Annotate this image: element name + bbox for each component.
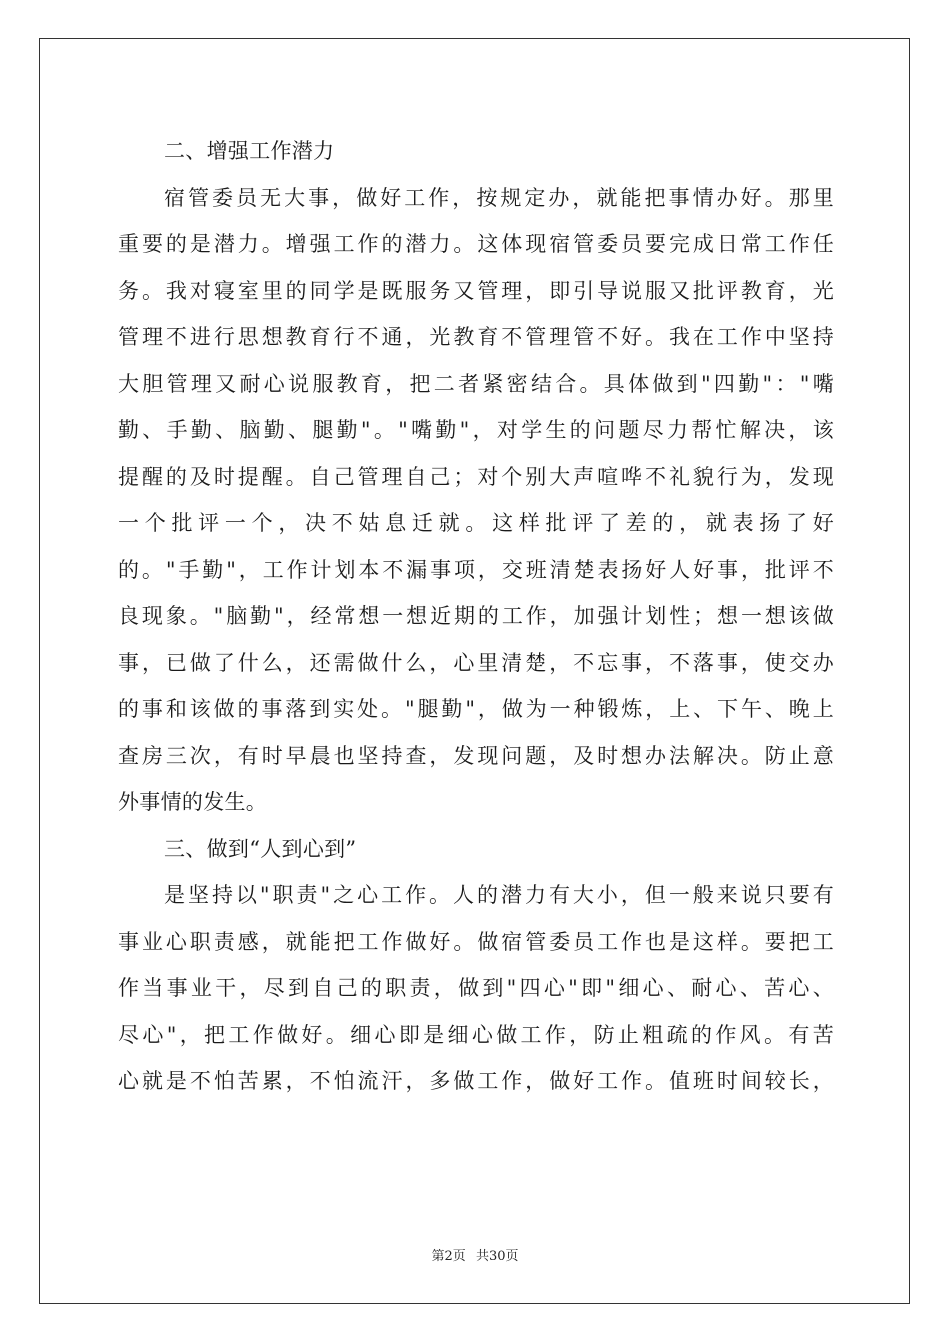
paragraph-line: 尽心"，把工作做好。细心即是细心做工作，防止粗疏的作风。有苦 (118, 1022, 834, 1047)
paragraph-line: 重要的是潜力。增强工作的潜力。这体现宿管委员要完成日常工作任 (118, 232, 834, 256)
paragraph-line: 大胆管理又耐心说服教育，把二者紧密结合。具体做到"四勤"："嘴 (118, 371, 834, 396)
paragraph-line: 务。我对寝室里的同学是既服务又管理，即引导说服又批评教育，光 (118, 278, 834, 303)
paragraph-line: 良现象。"脑勤"，经常想一想近期的工作，加强计划性；想一想该做 (118, 604, 834, 628)
document-body (118, 128, 834, 1105)
paragraph-line: 一个批评一个，决不姑息迁就。这样批评了差的，就表扬了好 (118, 511, 834, 535)
paragraph-line: 提醒的及时提醒。自己管理自己；对个别大声喧哗不礼貌行为，发现 (118, 464, 834, 489)
section-heading-3: 三、做到“人到心到” (164, 836, 357, 861)
total-pages: 共30页 (475, 1249, 519, 1264)
paragraph-line: 的。"手勤"，工作计划本不漏事项，交班清楚表扬好人好事，批评不 (118, 557, 834, 582)
page-number: 第2页 (431, 1249, 466, 1264)
paragraph-line: 心就是不怕苦累，不怕流汗，多做工作，做好工作。值班时间较长， (118, 1069, 834, 1093)
section-heading-2: 二、增强工作潜力 (164, 139, 335, 163)
paragraph-line: 宿管委员无大事，做好工作，按规定办，就能把事情办好。那里 (164, 185, 834, 210)
paragraph-line: 勤、手勤、脑勤、腿勤"。"嘴勤"，对学生的问题尽力帮忙解决，该 (118, 418, 834, 442)
paragraph-line: 事，已做了什么，还需做什么，心里清楚，不忘事，不落事，使交办 (118, 650, 834, 675)
paragraph-line: 事业心职责感，就能把工作做好。做宿管委员工作也是这样。要把工 (118, 929, 834, 954)
paragraph-line: 的事和该做的事落到实处。"腿勤"，做为一种锻炼，上、下午、晚上 (118, 697, 834, 721)
page-footer (0, 1245, 950, 1264)
paragraph-line: 作当事业干，尽到自己的职责，做到"四心"即"细心、耐心、苦心、 (118, 976, 834, 1000)
paragraph-line: 查房三次，有时早晨也坚持查，发现问题，及时想办法解决。防止意 (118, 743, 834, 768)
paragraph-line: 是坚持以"职责"之心工作。人的潜力有大小，但一般来说只要有 (164, 883, 834, 907)
paragraph-line: 管理不进行思想教育行不通，光教育不管理管不好。我在工作中坚持 (118, 325, 834, 349)
paragraph-line: 外事情的发生。 (118, 790, 268, 814)
